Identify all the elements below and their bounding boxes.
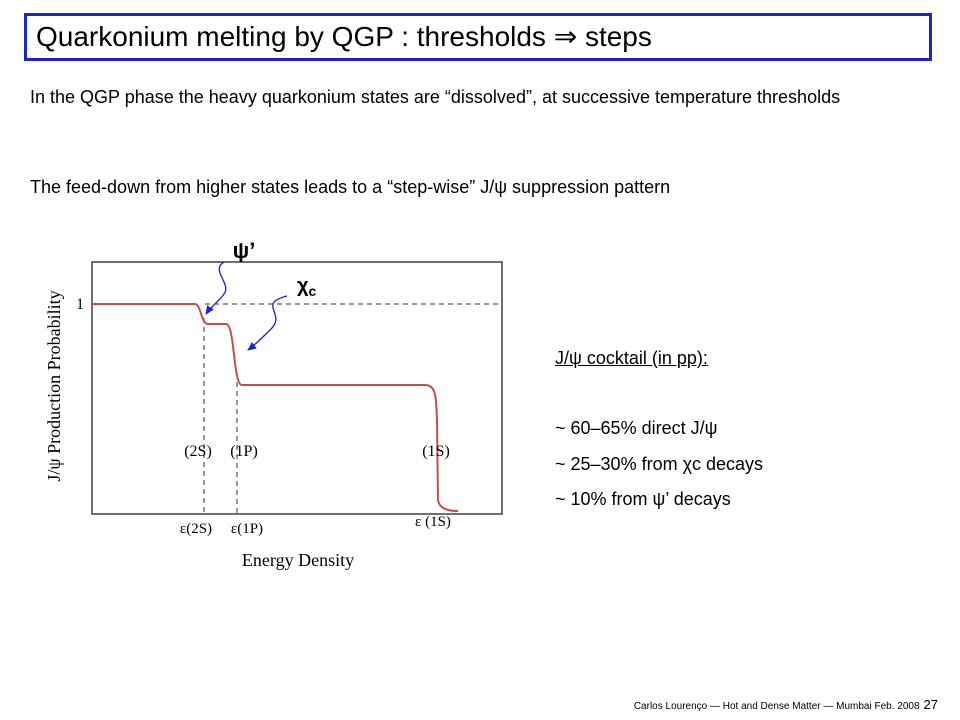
chi-symbol: χ: [297, 275, 309, 297]
step-curve: [92, 304, 458, 511]
slide-title: Quarkonium melting by QGP : thresholds ⇒ steps: [36, 21, 652, 52]
x-tick-epsilon-1p: ε(1P): [230, 521, 264, 537]
x-axis-label: Energy Density: [241, 550, 355, 570]
feed-down-paragraph: The feed-down from higher states leads to a “step-wise” J/ψ suppression pattern: [30, 177, 671, 197]
footer: [634, 697, 938, 712]
chi-c-label: [297, 275, 317, 299]
y-tick-1: 1: [76, 296, 84, 313]
intro-paragraph: In the QGP phase the heavy quarkonium states are “dissolved”, at successive temperature thresholds: [30, 87, 841, 107]
cocktail-chi-c: ~ 25–30% from χc decays: [555, 454, 764, 474]
state-label-1p: (1P): [230, 443, 258, 460]
page-number: 27: [923, 697, 938, 712]
cocktail-direct: ~ 60–65% direct J/ψ: [555, 418, 718, 438]
psi-prime-arrow: [206, 262, 226, 314]
plot-frame: [92, 262, 502, 514]
y-axis-label: J/ψ Production Probability: [44, 290, 64, 482]
cocktail-box: [555, 346, 764, 509]
psi-prime-label: ψ’: [232, 238, 256, 263]
state-label-2s: (2S): [184, 443, 212, 460]
cocktail-heading: J/ψ cocktail (in pp):: [555, 348, 708, 368]
x-tick-epsilon-1s: ε (1S): [415, 514, 451, 530]
chi-subscript: c: [308, 283, 317, 299]
x-tick-epsilon-2s: ε(2S): [179, 521, 213, 537]
state-label-1s: (1S): [422, 443, 450, 460]
cocktail-psi-prime: ~ 10% from ψ’ decays: [555, 489, 731, 509]
footer-text: Carlos Lourenço — Hot and Dense Matter — Mumbai Feb. 2008: [633, 701, 920, 712]
